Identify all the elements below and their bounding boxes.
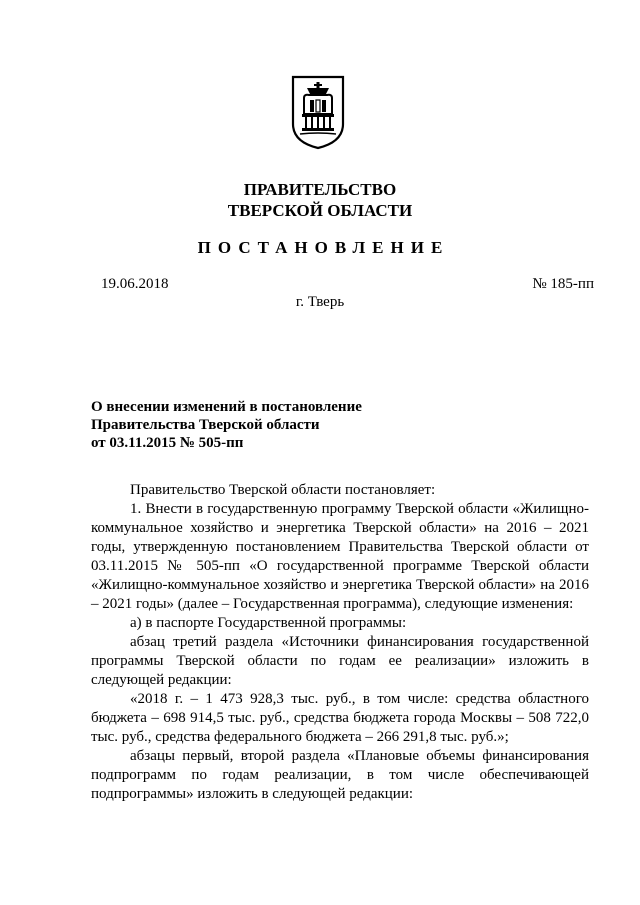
body-paragraph: «2018 г. – 1 473 928,3 тыс. руб., в том числе: средства областного бюджета – 698 914,5 тыс. руб., средства бюджета города Москвы – 508 722,0 тыс. руб., средства федерального бюджета – 266 291,8 тыс. руб.»;	[91, 691, 589, 745]
body-paragraph: Правительство Тверской области постановляет:	[130, 482, 436, 498]
subject-line1: О внесении изменений в постановление	[91, 399, 362, 415]
document-date: 19.06.2018	[101, 276, 169, 292]
organization-name-line2: ТВЕРСКОЙ ОБЛАСТИ	[227, 201, 413, 220]
coat-of-arms-emblem	[290, 74, 346, 150]
subject-line2: Правительства Тверской области	[91, 417, 320, 433]
body-paragraph: 1. Внести в государственную программу Тверской области «Жилищно-коммунальное хозяйство и энергетика Тверской области» на 2016 – 2021 годы, утвержденную постановлением Правительства Тверской области от 03.11.2015 № 505-пп «О государственной программе Тверской области «Жилищно-коммунальное хозяйство и энергетика Тверской области» на 2016 – 2021 годы» (далее – Государственная программа), следующие изменения:	[91, 501, 589, 612]
document-type: ПОСТАНОВЛЕНИЕ	[197, 238, 450, 257]
document-subject	[91, 398, 551, 452]
document-number: № 185-пп	[532, 276, 594, 292]
subject-line3: от 03.11.2015 № 505-пп	[91, 435, 244, 451]
body-paragraph: абзац третий раздела «Источники финансирования государственной программы Тверской области по годам ее реализации» изложить в следующей редакции:	[91, 634, 589, 688]
body-paragraph: а) в паспорте Государственной программы:	[130, 615, 407, 631]
body-paragraph: абзацы первый, второй раздела «Плановые объемы финансирования подпрограмм по годам реализации, в том числе обеспечивающей подпрограммы» изложить в следующей редакции:	[91, 748, 589, 802]
document-body	[91, 481, 589, 804]
document-city: г. Тверь	[295, 294, 345, 310]
organization-name-line1: ПРАВИТЕЛЬСТВО	[243, 180, 397, 199]
